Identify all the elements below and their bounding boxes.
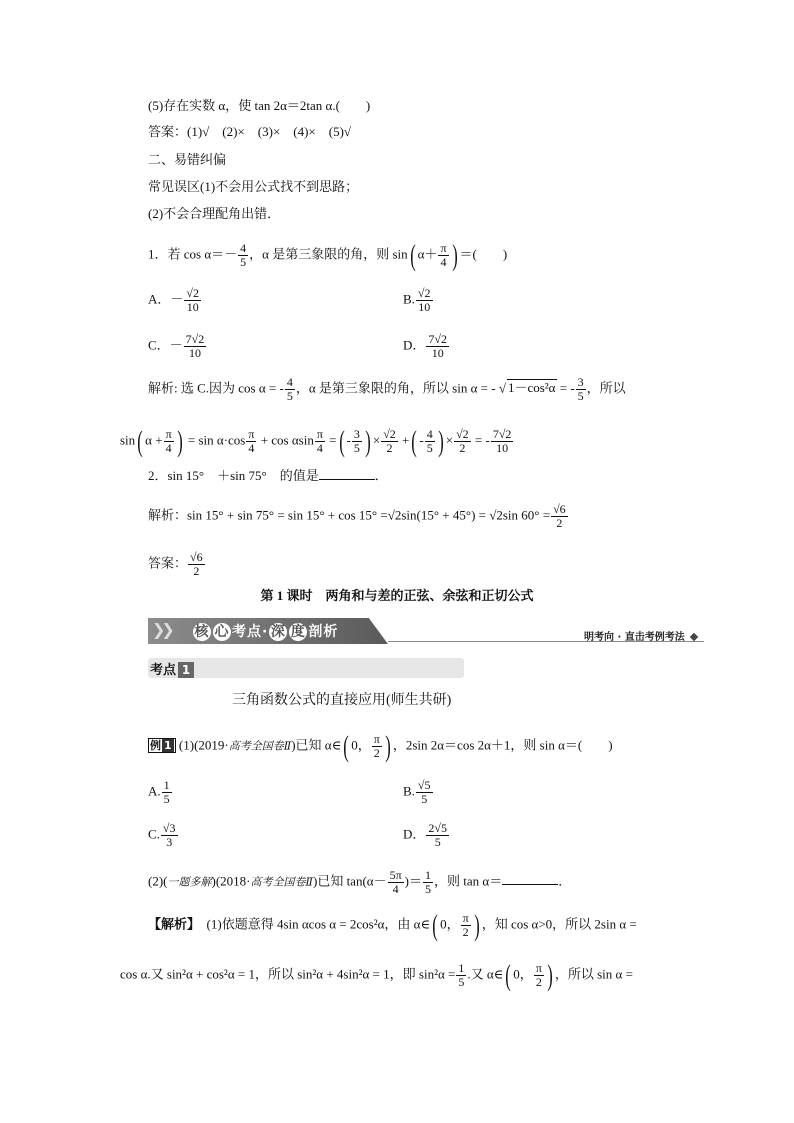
q1-option-d: D． $\frac{7√2}{10}$ [403,332,447,360]
q2-answer: 答案： $\frac{√6}{2}$ [148,550,203,578]
q2-stem: 2．sin 15° ＋sin 75° 的值是 ． [148,468,388,483]
ex1-option-c: C. $\frac{√3}{3}$ [148,821,176,849]
section-title: 二、易错纠偏 [148,152,227,167]
q1-stem: 1．若 cos α＝－ $\frac{4}{5}$ ，α 是第三象限的角，则 sin( α＋ $\frac{\pi}{4}$ ) ＝( ) [148,238,508,272]
analysis-line1: 【解析】 (1)依题意得 4sin αcos α = 2cos²α，由 α∈( 0， $\frac{\pi}{2}$ ) ，知 cos α>0，所以 2sin α = [148,908,637,942]
mistake-2: (2)不会合理配角出错． [148,206,281,221]
q1-option-b: B. $\frac{√2}{10}$ [403,286,431,314]
banner-arrows-icon: ❯❯ [152,620,171,639]
q2-solution: 解析：sin 15° + sin 75° = sin 15° + cos 15° =√2sin(15° + 45°) = √2sin 60° = $\frac{√6}{2}$ [148,502,566,530]
q1-solution-line2: sin( α + $\frac{\pi}{4}$ ) = sin α·cos $\frac{\pi}{4}$ + cos αsin $\frac{\pi}{4}$ =( - $\frac{3}{5}$ ) × $\frac{√2}{2}$ +( - $\frac{4}{5}$ ) × $\frac{√2}{2}$ = - $\frac{7√2}{10}$ [120,424,512,458]
q1-option-a: A．－ $\frac{√2}{10}$ [148,286,199,314]
banner-subtitle: 明考向 · 直击考例考法 [584,628,697,643]
q1-solution-line1: 解析: 选 C.因为 cos α = - $\frac{4}{5}$ ，α 是第三象限的角，所以 sin α = - √ 1－cos²α = - $\frac{3}{5}$ ，所以 [148,375,626,403]
ex1-option-b: B. $\frac{√5}{5}$ [403,778,431,806]
ex2-stem: (2)(一题多解)(2018·高考全国卷Ⅱ)已知 tan(α－ $\frac{5\pi}{4}$ )＝ $\frac{1}{5}$ ，则 tan α＝ ． [148,868,572,896]
item-5: (5)存在实数 α，使 tan 2α＝2tan α.( ) [148,98,371,113]
mistake-1: 常见误区(1)不会用公式找不到思路； [148,179,359,194]
ex1-stem: 例 1 (1)(2019·高考全国卷Ⅱ)已知 α∈( 0， $\frac{\pi}{2}$ ) ，2sin 2α＝cos 2α＋1，则 sin α＝( ) [150,729,613,763]
banner-title: 核 心 考点· 深 度 剖析 [194,624,339,640]
answer-line: 答案：(1)√ (2)× (3)× (4)× (5)√ [148,124,352,139]
analysis-line2: cos α.又 sin²α + cos²α = 1，所以 sin²α + 4sin²α = 1，即 sin²α = $\frac{1}{5}$ .又 α∈( 0， $\frac{\pi}{2}$ ) ，所以 sin α = [120,958,633,992]
ex1-option-d: D． $\frac{2√5}{5}$ [403,821,447,849]
diamond-icon [690,633,698,641]
q1-option-c: C．－ $\frac{7√2}{10}$ [148,332,205,360]
kaodian-label: 考点 1 [150,659,194,678]
ex1-option-a: A. $\frac{1}{5}$ [148,778,170,806]
kaodian-bar [148,658,464,678]
lesson-title: 第 1 课时 两角和与差的正弦、余弦和正切公式 [260,588,534,603]
topic-title: 三角函数公式的直接应用(师生共研) [232,693,452,708]
example-badge: 例 1 [148,738,176,753]
